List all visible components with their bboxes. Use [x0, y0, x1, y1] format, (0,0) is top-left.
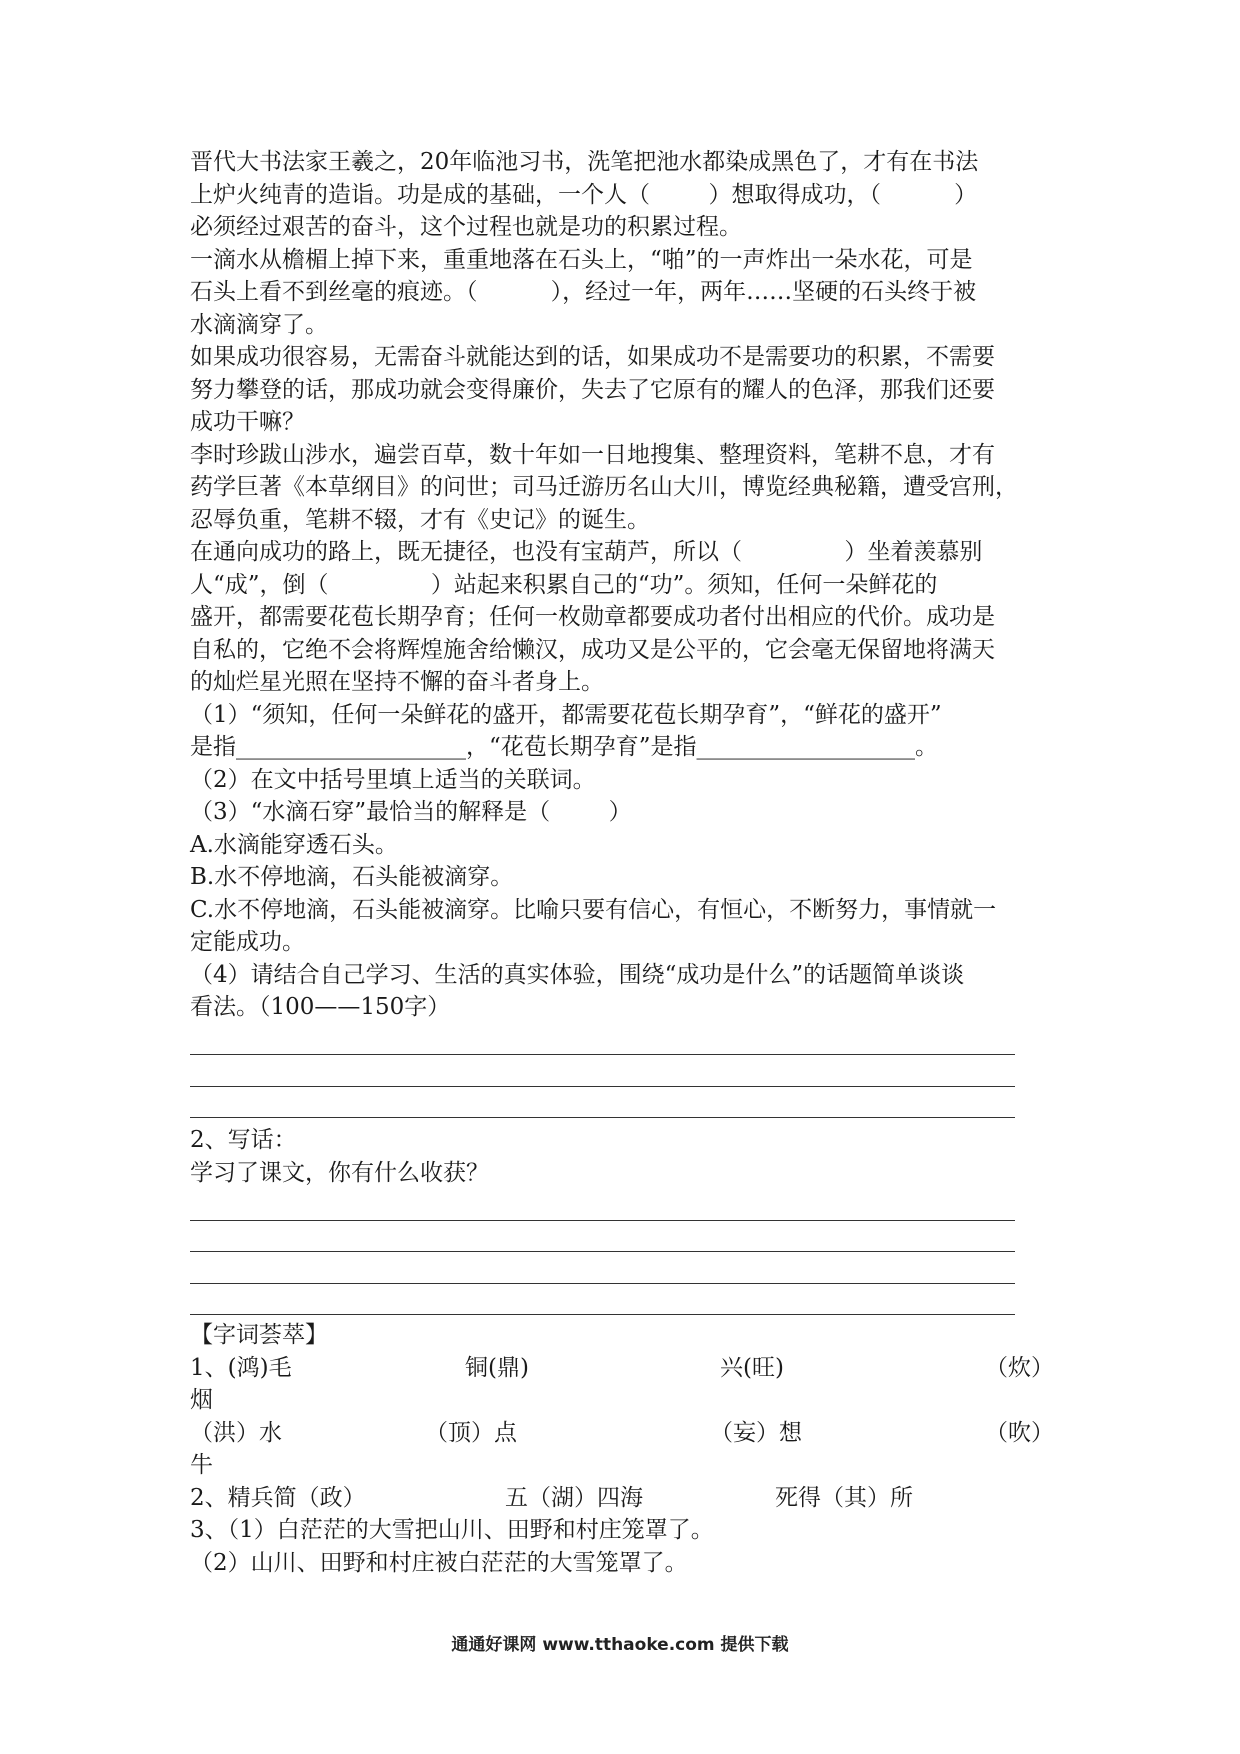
text-line: 在通向成功的路上，既无捷径，也没有宝葫芦，所以（ ）坐着羡慕别: [190, 539, 983, 565]
answer-line[interactable]: [190, 1187, 1015, 1221]
option-c-continued: 定能成功。: [190, 929, 305, 955]
text-line: 药学巨著《本草纲目》的问世；司马迁游历名山大川，博览经典秘籍，遭受宫刑，: [190, 474, 1018, 500]
question-4-continued: 看法。（100——150字）: [190, 994, 451, 1020]
question-1: （1）“须知，任何一朵鲜花的盛开，都需要花苞长期孕育”，“鲜花的盛开”: [190, 701, 942, 728]
question-3: （3）“水滴石穿”最恰当的解释是（ ）: [190, 799, 632, 825]
questions-section: [190, 699, 1055, 1119]
question-4: （4）请结合自己学习、生活的真实体验，围绕“成功是什么”的话题简单谈谈: [190, 961, 965, 988]
answer-line[interactable]: [190, 1022, 1015, 1056]
answer-item: 2、精兵简（政）: [190, 1484, 366, 1511]
answer-item: （炊）: [985, 1354, 1054, 1381]
worksheet-page: [190, 146, 1055, 1579]
answer-sentence-1: 3、（1）白茫茫的大雪把山川、田野和村庄笼罩了。: [190, 1517, 714, 1543]
text-line: 石头上看不到丝毫的痕迹。（ ），经过一年，两年……坚硬的石头终于被: [190, 279, 977, 305]
answer-line[interactable]: [190, 1250, 1015, 1284]
answer-row: [190, 1352, 1055, 1385]
text-line: 忍辱负重，笔耕不辍，才有《史记》的诞生。: [190, 506, 650, 533]
answer-item-continued: 烟: [190, 1387, 213, 1413]
text-line: 如果成功很容易，无需奋斗就能达到的话，如果成功不是需要功的积累，不需要: [190, 344, 995, 370]
answer-item: 1、(鸿)毛: [190, 1354, 292, 1381]
text-line: 水滴滴穿了。: [190, 311, 328, 338]
answers-heading: 【字词荟萃】: [190, 1322, 328, 1348]
answer-item-continued: 牛: [190, 1452, 213, 1478]
text-line: 努力攀登的话，那成功就会变得廉价，失去了它原有的耀人的色泽，那我们还要: [190, 376, 995, 403]
text-line: 晋代大书法家王羲之，20年临池习书，洗笔把池水都染成黑色了，才有在书法: [190, 149, 979, 175]
text-line: 李时珍跋山涉水，遍尝百草，数十年如一日地搜集、整理资料，笔耕不息，才有: [190, 441, 995, 468]
passage-paragraph-2: [190, 244, 1055, 342]
answer-item: 铜(鼎): [465, 1354, 529, 1381]
question-2: （2）在文中括号里填上适当的关联词。: [190, 766, 596, 793]
question-1-blanks: 是指____________________，“花苞长期孕育”是指___________________。: [190, 734, 939, 760]
text-line: 上炉火纯青的造诣。功是成的基础，一个人（ ）想取得成功，（ ）: [190, 181, 978, 208]
passage-paragraph-3: [190, 341, 1055, 439]
answer-row: [190, 1482, 1055, 1515]
answer-item: 死得（其）所: [775, 1484, 913, 1511]
answer-item: 兴(旺): [720, 1354, 784, 1381]
passage-paragraph-4: [190, 439, 1055, 537]
option-b: B.水不停地滴，石头能被滴穿。: [190, 864, 514, 890]
text-line: 盛开，都需要花苞长期孕育；任何一枚勋章都要成功者付出相应的代价。成功是: [190, 604, 995, 630]
answer-line[interactable]: [190, 1282, 1015, 1316]
answer-item: （吹）: [985, 1419, 1054, 1446]
text-line: 人“成”，倒（ ）站起来积累自己的“功”。须知，任何一朵鲜花的: [190, 571, 938, 598]
answers-section: [190, 1319, 1055, 1579]
option-c: C.水不停地滴，石头能被滴穿。比喻只要有信心，有恒心，不断努力，事情就一: [190, 896, 997, 923]
answer-line[interactable]: [190, 1219, 1015, 1253]
passage-paragraph-1: [190, 146, 1055, 244]
answer-line[interactable]: [190, 1085, 1015, 1119]
answer-item: （洪）水: [190, 1419, 282, 1446]
text-line: 自私的，它绝不会将辉煌施舍给懒汉，成功又是公平的，它会毫无保留地将满天: [190, 636, 995, 663]
text-line: 成功干嘛？: [190, 409, 305, 435]
text-line: 一滴水从檐楣上掉下来，重重地落在石头上，“啪”的一声炸出一朵水花，可是: [190, 246, 973, 273]
answer-item: （妄）想: [710, 1419, 802, 1446]
passage-paragraph-5: [190, 536, 1055, 699]
answer-item: 五（湖）四海: [505, 1484, 643, 1511]
option-a: A.水滴能穿透石头。: [190, 831, 398, 858]
text-line: 必须经过艰苦的奋斗，这个过程也就是功的积累过程。: [190, 214, 742, 240]
answer-item: （顶）点: [425, 1419, 517, 1446]
writing-heading: 2、写话：: [190, 1127, 297, 1153]
writing-section: [190, 1124, 1055, 1315]
page-footer: 通通好课网 www.tthaoke.com 提供下载: [451, 1635, 789, 1655]
writing-prompt: 学习了课文，你有什么收获？: [190, 1159, 489, 1186]
text-line: 的灿烂星光照在坚持不懈的奋斗者身上。: [190, 669, 604, 695]
answer-sentence-2: （2）山川、田野和村庄被白茫茫的大雪笼罩了。: [190, 1549, 688, 1576]
answer-row: [190, 1417, 1055, 1450]
answer-line[interactable]: [190, 1053, 1015, 1087]
